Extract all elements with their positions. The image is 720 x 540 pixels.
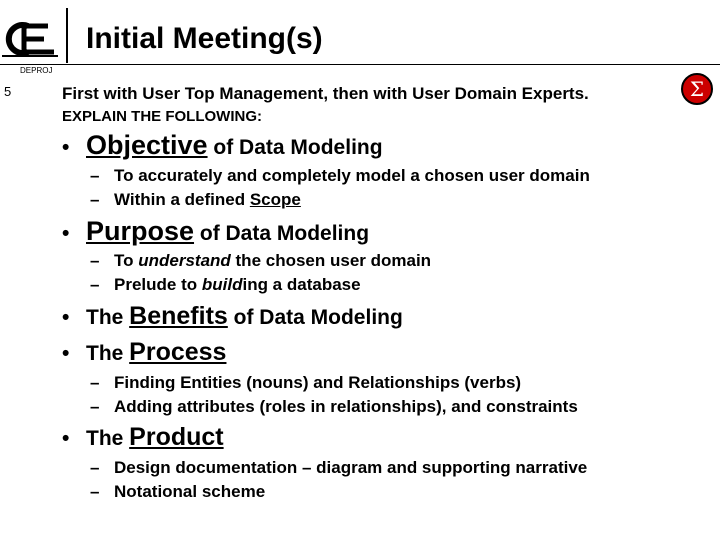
- product-sub-1: [90, 458, 587, 478]
- bullet-marker: •: [62, 222, 70, 245]
- dash-marker: –: [90, 166, 100, 185]
- objective-sub-1: [90, 166, 590, 186]
- purpose-sub-2: [90, 275, 361, 295]
- bullet-product: [62, 423, 224, 452]
- purpose-sub-pre: To: [114, 251, 139, 270]
- explain-heading: EXPLAIN THE FOLLOWING:: [62, 108, 262, 125]
- purpose-sub-italic: build: [201, 275, 243, 294]
- product-sub-text: Notational scheme: [114, 482, 266, 501]
- dash-marker: –: [90, 458, 100, 477]
- process-keyword: Process: [129, 338, 227, 366]
- purpose-keyword: Purpose: [86, 216, 195, 246]
- dash-marker: –: [90, 482, 100, 501]
- dash-marker: –: [90, 190, 100, 209]
- purpose-sub-pre: Prelude to: [114, 275, 202, 294]
- slide-number: 5: [4, 84, 12, 99]
- bullet-purpose: [62, 216, 369, 247]
- org-label: DEPROJ: [20, 66, 53, 75]
- process-pre: The: [86, 342, 130, 365]
- scope-term: Scope: [249, 190, 301, 209]
- objective-sub-text: To accurately and completely model a chosen user domain: [114, 166, 590, 185]
- dash-marker: –: [90, 397, 100, 416]
- process-sub-text: Adding attributes (roles in relationships), and constraints: [114, 397, 578, 416]
- purpose-sub-post: ing a database: [242, 275, 361, 294]
- dash-marker: –: [90, 275, 100, 294]
- bullet-benefits: [62, 302, 403, 331]
- dash-marker: –: [90, 251, 100, 270]
- objective-rest: of Data Modeling: [207, 136, 383, 159]
- benefits-rest: of Data Modeling: [227, 306, 403, 329]
- objective-keyword: Objective: [86, 130, 208, 160]
- benefits-pre: The: [86, 306, 130, 329]
- purpose-rest: of Data Modeling: [194, 222, 370, 245]
- purpose-sub-italic: understand: [138, 251, 231, 270]
- product-sub-2: [90, 482, 265, 502]
- process-sub-1: [90, 373, 521, 393]
- product-pre: The: [86, 427, 130, 450]
- sigma-icon[interactable]: [680, 72, 714, 106]
- slide-subtitle: First with User Top Management, then with User Domain Experts.: [62, 84, 589, 103]
- bullet-marker: •: [62, 342, 70, 365]
- purpose-sub-post: the chosen user domain: [230, 251, 432, 270]
- header-divider: [66, 8, 68, 63]
- bullet-process: [62, 338, 226, 367]
- purpose-sub-1: [90, 251, 431, 271]
- product-sub-text: Design documentation – diagram and supporting narrative: [114, 458, 588, 477]
- ce-logo-icon: [2, 20, 60, 58]
- product-keyword: Product: [129, 423, 224, 451]
- benefits-keyword: Benefits: [129, 302, 228, 330]
- sigma-glyph: Σ: [689, 77, 705, 101]
- bullet-marker: •: [62, 427, 70, 450]
- dash-marker: –: [90, 373, 100, 392]
- bullet-objective: [62, 130, 383, 161]
- objective-sub-2: [90, 190, 301, 210]
- process-sub-2: [90, 397, 578, 417]
- header-rule: [0, 64, 720, 65]
- page-title: Initial Meeting(s): [86, 22, 323, 55]
- objective-sub-pre: Within a defined: [114, 190, 250, 209]
- bullet-marker: •: [62, 306, 70, 329]
- bullet-marker: •: [62, 136, 70, 159]
- process-sub-text: Finding Entities (nouns) and Relationships (verbs): [114, 373, 522, 392]
